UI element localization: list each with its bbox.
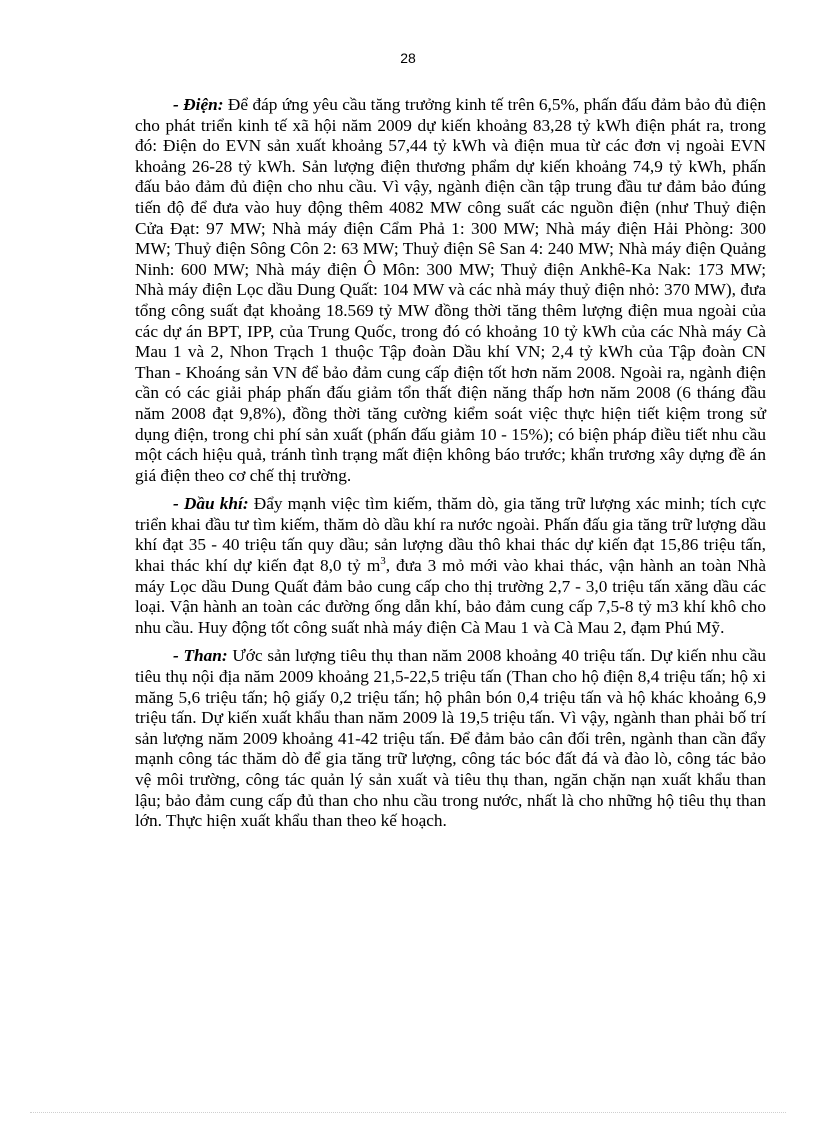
paragraph-text-coal: Ước sản lượng tiêu thụ than năm 2008 khoảng 40 triệu tấn. Dự kiến nhu cầu tiêu thụ nội địa năm 2009 khoảng 21,5-22,5 triệu tấn (Than cho hộ điện 8,4 triệu tấn; hộ xi măng 5,6 triệu tấn; hộ giấy 0,2 triệu tấn; hộ phân bón 0,4 triệu tấn và hộ khác khoảng 6,9 triệu tấn. Dự kiến xuất khẩu than năm 2009 là 19,5 triệu tấn. Vì vậy, ngành than phải bố trí sản lượng năm 2009 khoảng 41-42 triệu tấn. Để đảm bảo cân đối trên, ngành than cần đẩy mạnh công tác thăm dò để gia tăng trữ lượng, công tác bóc đất đá và đào lò, công tác bảo vệ môi trường, công tác quản lý sản xuất và tiêu thụ than, ngăn chặn nạn xuất khẩu than lậu; bảo đảm cung cấp đủ than cho nhu cầu trong nước, nhất là cho những hộ tiêu thụ than lớn. Thực hiện xuất khẩu than theo kế hoạch. xyxy=(135,646,767,831)
paragraph-oil-gas xyxy=(135,494,766,638)
document-body xyxy=(135,95,766,840)
paragraph-text-oil-gas-continued: , đưa 3 mỏ mới vào khai thác, vận hành an toàn Nhà máy Lọc dầu Dung Quất đảm bảo cung cấp cho thị trường 2,7 - 3,0 triệu tấn xăng dầu các loại. Vận hành an toàn các đường ống dẫn khí, bảo đảm cung cấp 7,5-8 tỷ m3 khí khô cho nhu cầu. Huy động tốt công suất nhà máy điện Cà Mau 1 và Cà Mau 2, đạm Phú Mỹ. xyxy=(135,556,766,637)
paragraph-text-electricity: Để đáp ứng yêu cầu tăng trưởng kinh tế trên 6,5%, phấn đấu đảm bảo đủ điện cho phát triển kinh tế xã hội năm 2009 dự kiến khoảng 83,28 tỷ kWh điện phát ra, trong đó: Điện do EVN sản xuất khoảng 57,44 tỷ kWh và điện mua từ các đơn vị ngoài EVN khoảng 26-28 tỷ kWh. Sản lượng điện thương phẩm dự kiến khoảng 74,9 tỷ kWh, phấn đấu bảo đảm đủ điện cho nhu cầu. Vì vậy, ngành điện cần tập trung đầu tư đảm bảo đúng tiến độ để đưa vào huy động thêm 4082 MW công suất các nguồn điện (như Thuỷ điện Cửa Đạt: 97 MW; Nhà máy điện Cẩm Phả 1: 300 MW; Nhà máy điện Hải Phòng: 300 MW; Thuỷ điện Sông Côn 2: 63 MW; Thuỷ điện Sê San 4: 240 MW; Nhà máy điện Quảng Ninh: 600 MW; Nhà máy điện Ô Môn: 300 MW; Thuỷ điện Ankhê-Ka Nak: 173 MW; Nhà máy điện Lọc dầu Dung Quất: 104 MW và các nhà máy thuỷ điện nhỏ: 370 MW), đưa tổng công suất đạt khoảng 18.569 tỷ MW đồng thời tăng thêm lượng điện mua ngoài của các dự án BPT, IPP, của Trung Quốc, trong đó có khoảng 10 tỷ kWh của các Nhà máy Cà Mau 1 và 2, Nhon Trạch 1 thuộc Tập đoàn Dầu khí VN; 2,4 tỷ kWh của Tập đoàn CN Than - Khoáng sản VN để bảo đảm cung cấp điện tốt hơn năm 2008. Ngoài ra, ngành điện cần có các giải pháp phấn đấu giảm tổn thất điện năng thấp hơn năm 2008 (6 tháng đầu năm 2008 đạt 9,8%), đồng thời tăng cường kiểm soát việc thực hiện tiết kiệm trong sử dụng điện, trong chi phí sản xuất (phấn đấu giảm 10 - 15%); có biện pháp điều tiết nhu cầu một cách hiệu quả, tránh tình trạng mất điện không báo trước; khẩn trương xây dựng đề án giá điện theo cơ chế thị trường. xyxy=(135,95,766,485)
paragraph-lead-coal: - Than: xyxy=(173,646,228,666)
page-number: 28 xyxy=(400,50,416,66)
page-bottom-divider xyxy=(30,1112,786,1113)
paragraph-lead-oil-gas: - Dầu khí: xyxy=(173,494,249,514)
paragraph-text-oil-gas: Đẩy mạnh việc tìm kiếm, thăm dò, gia tăng trữ lượng xác minh; tích cực triển khai đầu tư tìm kiếm, thăm dò dầu khí ra nước ngoài. Phấn đấu gia tăng trữ lượng dầu khí đạt 35 - 40 triệu tấn quy dầu; sản lượng dầu thô khai thác dự kiến đạt 15,86 triệu tấn, khai thác khí dự kiến đạt 8,0 tỷ m xyxy=(135,494,766,576)
paragraph-electricity xyxy=(135,95,766,486)
paragraph-coal xyxy=(135,646,766,831)
paragraph-lead-electricity: - Điện: xyxy=(173,95,224,114)
superscript-cubic: 3 xyxy=(380,555,386,568)
